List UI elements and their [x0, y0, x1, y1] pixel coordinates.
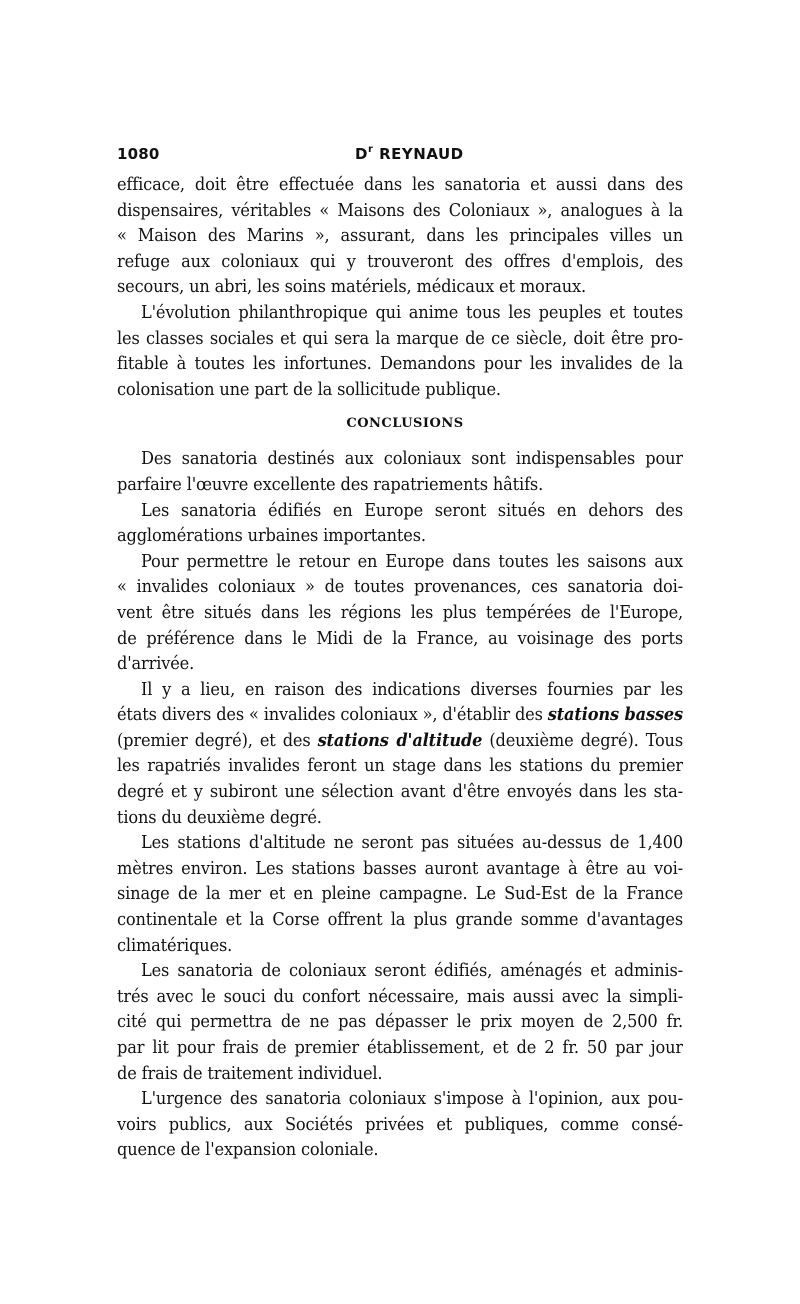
- text-line: voirs publics, aux Sociétés privées et publiques, comme consé-: [117, 1113, 683, 1135]
- text-line: [117, 702, 683, 728]
- text-line: trés avec le souci du confort nécessaire, mais aussi avec la simpli-: [117, 985, 683, 1007]
- text-line: cité qui permettra de ne pas dépasser le prix moyen de 2,500 fr.: [117, 1011, 683, 1033]
- text-line: Pour permettre le retour en Europe dans toutes les saisons aux: [141, 550, 683, 572]
- paragraph-conclusion-4: [117, 677, 683, 831]
- text-line: L'évolution philanthropique qui anime tous les peuples et toutes: [141, 301, 683, 323]
- section-heading-conclusions: CONCLUSIONS: [346, 416, 464, 432]
- text-line: de préférence dans le Midi de la France, au voisinage des ports: [117, 627, 683, 649]
- text-line: dispensaires, véritables « Maisons des Coloniaux », analogues à la: [117, 199, 683, 221]
- text-line: les rapatriés invalides feront un stage dans les stations du premier: [117, 755, 683, 777]
- text-line: colonisation une part de la sollicitude publique.: [117, 378, 501, 400]
- text-line: fitable à toutes les infortunes. Demandons pour les invalides de la: [117, 353, 683, 375]
- text-line: continentale et la Corse offrent la plus grande somme d'avantages: [117, 909, 683, 931]
- text-run: (premier degré), et des: [117, 729, 318, 751]
- text-line: de frais de traitement individuel.: [117, 1062, 383, 1084]
- text-line: efficace, doit être effectuée dans les sanatoria et aussi dans des: [117, 174, 683, 195]
- text-run: états divers des « invalides coloniaux », d'établir des: [117, 704, 548, 726]
- text-line: [117, 728, 683, 754]
- running-header: [117, 145, 683, 167]
- author-prefix-sup: r: [367, 144, 374, 155]
- text-line: Les stations d'altitude ne seront pas situées au-dessus de 1,400: [141, 832, 683, 854]
- text-line: vent être situés dans les régions les plus tempérées de l'Europe,: [117, 601, 683, 623]
- text-line: d'arrivée.: [117, 653, 195, 675]
- text-line: mètres environ. Les stations basses auront avantage à être au voi-: [117, 857, 683, 879]
- text-line: degré et y subiront une sélection avant d'être envoyés dans les sta-: [117, 781, 683, 803]
- text-line: Des sanatoria destinés aux coloniaux sont indispensables pour: [141, 448, 683, 470]
- text-line: tions du deuxième degré.: [117, 806, 322, 828]
- text-line: parfaire l'œuvre excellente des rapatriements hâtifs.: [117, 473, 544, 495]
- page-number: 1080: [117, 145, 160, 163]
- paragraph-conclusion-7: [117, 1086, 683, 1163]
- text-line: Les sanatoria édifiés en Europe seront situés en dehors des: [141, 499, 683, 521]
- text-line: « invalides coloniaux » de toutes provenances, ces sanatoria doi-: [117, 576, 683, 598]
- emphasis-stations-altitude: stations d'altitude: [317, 729, 483, 751]
- author-name: REYNAUD: [379, 145, 464, 163]
- paragraph-conclusion-3: [117, 549, 683, 677]
- paragraph-conclusion-6: [117, 958, 683, 1086]
- text-run: (deuxième degré). Tous: [482, 729, 683, 751]
- paragraph-conclusion-2: [117, 498, 683, 549]
- text-line: sinage de la mer et en pleine campagne. Le Sud-Est de la France: [117, 883, 683, 905]
- text-line: Les sanatoria de coloniaux seront édifiés, aménagés et adminis-: [141, 960, 683, 982]
- paragraph-intro: [117, 172, 683, 300]
- header-author: [355, 145, 464, 163]
- emphasis-stations-basses: stations basses: [547, 704, 683, 726]
- paragraph-conclusion-1: [117, 446, 683, 497]
- text-line: Il y a lieu, en raison des indications diverses fournies par les: [141, 678, 683, 700]
- text-line: L'urgence des sanatoria coloniaux s'impose à l'opinion, aux pou-: [141, 1088, 683, 1110]
- paragraph-conclusion-5: [117, 830, 683, 958]
- text-line: quence de l'expansion coloniale.: [117, 1139, 379, 1161]
- author-prefix: D: [355, 145, 368, 163]
- text-line: par lit pour frais de premier établissement, et de 2 fr. 50 par jour: [117, 1037, 683, 1058]
- paragraph-evolution: [117, 300, 683, 402]
- body-text: [117, 172, 683, 1163]
- text-line: les classes sociales et qui sera la marque de ce siècle, doit être pro-: [117, 327, 683, 349]
- text-line: secours, un abri, les soins matériels, médicaux et moraux.: [117, 276, 586, 298]
- text-line: refuge aux coloniaux qui y trouveront des offres d'emplois, des: [117, 250, 683, 272]
- text-line: climatériques.: [117, 934, 233, 956]
- text-line: « Maison des Marins », assurant, dans les principales villes un: [117, 225, 683, 247]
- text-line: agglomérations urbaines importantes.: [117, 525, 426, 547]
